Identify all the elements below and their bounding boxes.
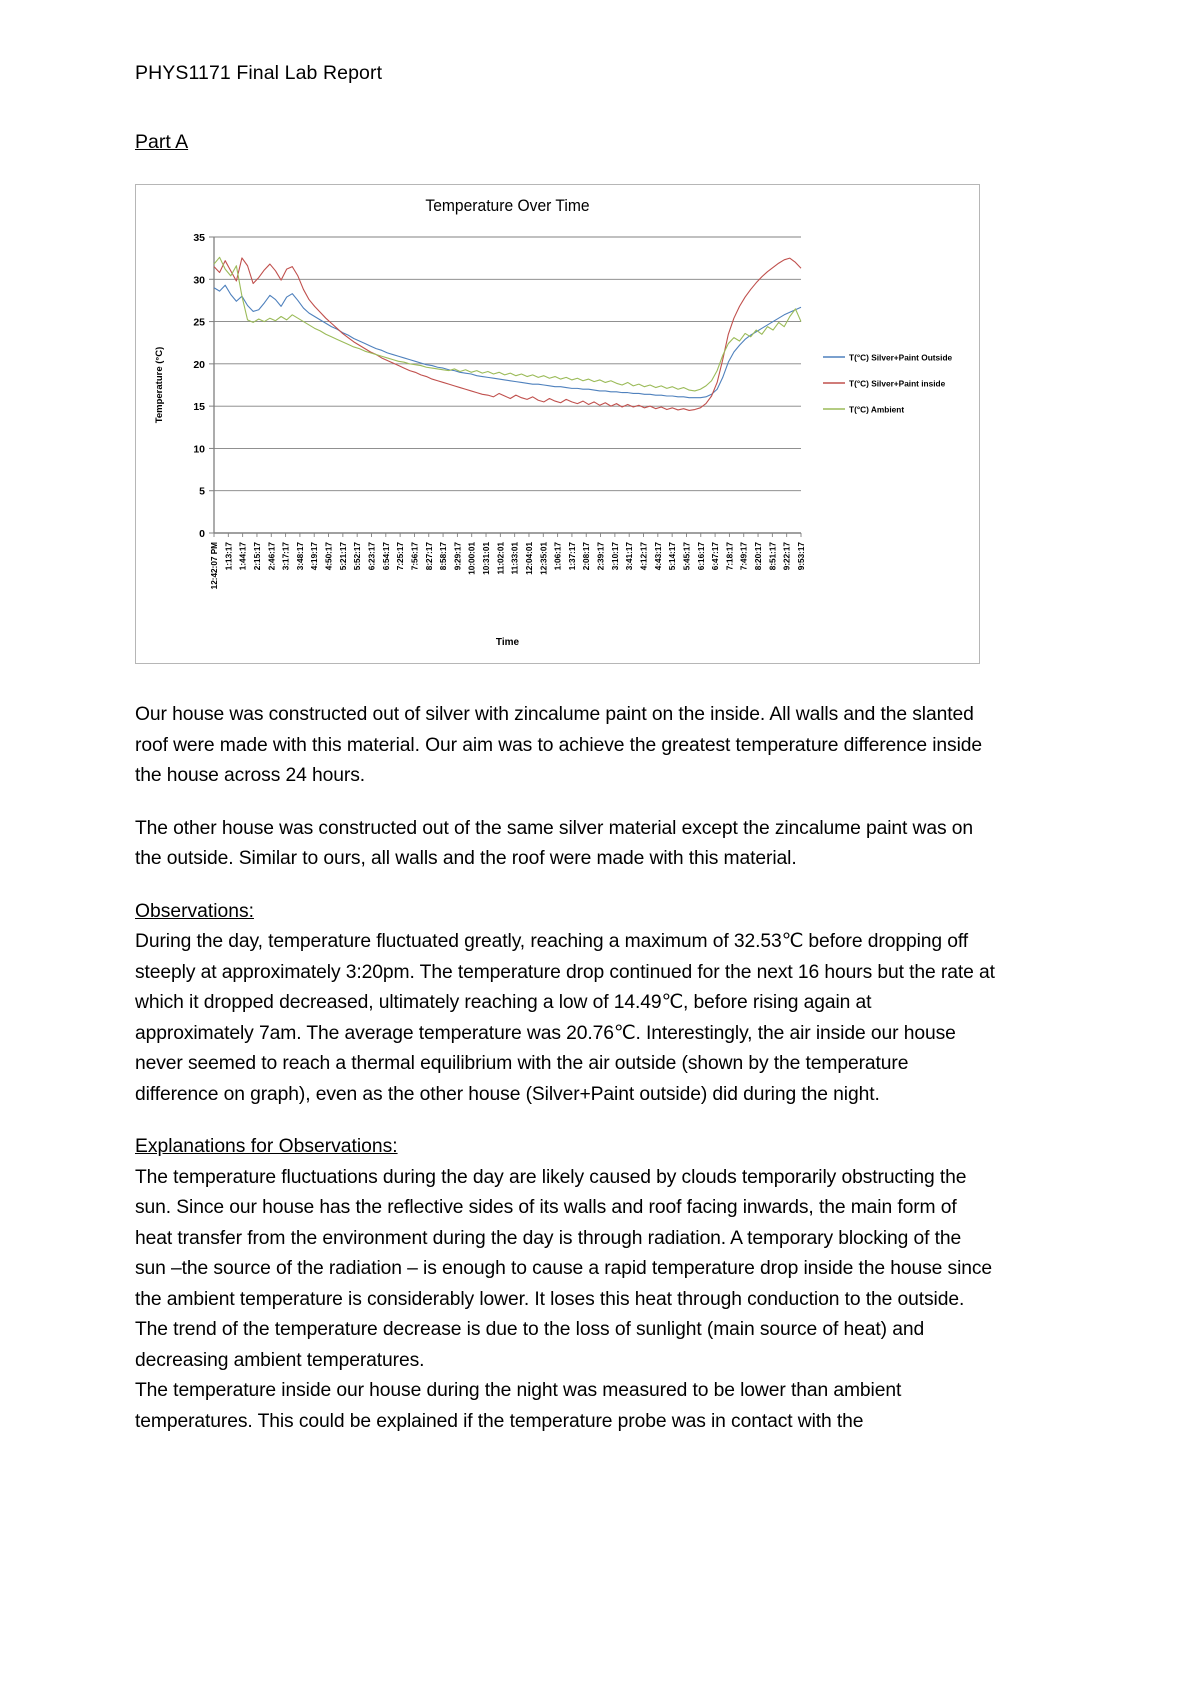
y-tick-label: 0 bbox=[199, 528, 205, 540]
legend-label-1: T(°C) Silver+Paint inside bbox=[849, 378, 946, 389]
legend-label-0: T(°C) Silver+Paint Outside bbox=[849, 352, 953, 363]
x-tick-label: 7:25:17 bbox=[396, 542, 406, 571]
x-tick-label: 1:06:17 bbox=[553, 542, 563, 571]
x-tick-label: 8:20:17 bbox=[754, 542, 764, 571]
y-axis-title: Temperature (°C) bbox=[154, 346, 165, 424]
x-tick-label: 6:16:17 bbox=[696, 542, 706, 571]
x-tick-label: 4:12:17 bbox=[639, 542, 649, 571]
observations-body: During the day, temperature fluctuated greatly, reaching a maximum of 32.53℃ before dropping off steeply at approximately 3:20pm. The temperature drop continued for the next 16 hours but the rate at which it dropped decreased, ultimately reaching a low of 14.49℃, before rising again at approximately 7am. The average temperature was 20.76℃. Interestingly, the air inside our house never seemed to reach a thermal equilibrium with the air outside (shown by the temperature difference on graph), even as the other house (Silver+Paint outside) did during the night. bbox=[135, 931, 995, 1105]
x-tick-label: 2:39:17 bbox=[596, 542, 606, 571]
temperature-chart bbox=[135, 184, 980, 664]
observations-heading: Observations: bbox=[135, 900, 254, 922]
x-tick-label: 11:33:01 bbox=[510, 542, 520, 575]
x-tick-label: 7:49:17 bbox=[739, 542, 749, 571]
series-line-2 bbox=[214, 257, 801, 391]
x-tick-label: 1:44:17 bbox=[238, 542, 248, 571]
x-tick-label: 2:46:17 bbox=[267, 542, 277, 571]
part-a-heading: Part A bbox=[135, 131, 189, 153]
x-tick-label: 4:43:17 bbox=[653, 542, 663, 571]
y-tick-label: 10 bbox=[193, 443, 205, 456]
x-tick-label: 11:02:01 bbox=[496, 542, 506, 575]
explanations-paragraph-3: The temperature inside our house during the night was measured to be lower than ambient temperatures. This could be explained if the temperature probe was in contact with the bbox=[135, 1380, 902, 1432]
x-tick-label: 1:37:17 bbox=[567, 542, 577, 571]
x-tick-label: 6:54:17 bbox=[381, 542, 391, 571]
x-tick-label: 3:10:17 bbox=[610, 542, 620, 571]
x-tick-label: 10:31:01 bbox=[482, 542, 492, 575]
x-tick-label: 3:41:17 bbox=[625, 542, 635, 571]
x-tick-label: 4:19:17 bbox=[310, 542, 320, 571]
series-line-0 bbox=[214, 285, 801, 397]
x-tick-label: 8:27:17 bbox=[424, 542, 434, 571]
x-tick-label: 10:00:01 bbox=[467, 542, 477, 575]
chart-title: Temperature Over Time bbox=[425, 196, 590, 216]
y-tick-label: 15 bbox=[193, 401, 205, 414]
paragraph-house-construction: Our house was constructed out of silver with zincalume paint on the inside. All walls and the slanted roof were made with this material. Our aim was to achieve the greatest temperature difference inside the house across 24 hours. bbox=[135, 704, 982, 786]
y-tick-label: 20 bbox=[193, 358, 205, 371]
legend-label-2: T(°C) Ambient bbox=[849, 404, 905, 415]
x-tick-label: 9:53:17 bbox=[797, 542, 806, 571]
x-axis-title: Time bbox=[495, 637, 520, 648]
explanations-paragraph-2: The trend of the temperature decrease is due to the loss of sunlight (main source of heat) and decreasing ambient temperatures. bbox=[135, 1319, 925, 1371]
x-tick-label: 6:47:17 bbox=[711, 542, 721, 571]
x-tick-label: 9:22:17 bbox=[782, 542, 792, 571]
x-tick-label: 3:17:17 bbox=[281, 542, 291, 571]
explanations-paragraph-1: The temperature fluctuations during the day are likely caused by clouds temporarily obstructing the sun. Since our house has the reflective sides of its walls and roof facing inwards, the main form of heat transfer from the environment during the day is through radiation. A temporary blocking of the sun –the source of the radiation – is enough to cause a rapid temperature drop inside the house since the ambient temperature is considerably lower. It loses this heat through conduction to the outside. bbox=[135, 1166, 993, 1310]
x-tick-label: 4:50:17 bbox=[324, 542, 334, 571]
x-tick-label: 8:51:17 bbox=[768, 542, 778, 571]
chart-svg bbox=[136, 185, 979, 663]
x-tick-label: 12:35:01 bbox=[539, 542, 549, 575]
x-tick-label: 5:52:17 bbox=[353, 542, 363, 571]
x-tick-label: 7:56:17 bbox=[410, 542, 420, 571]
x-tick-label: 12:42:07 PM bbox=[210, 542, 219, 590]
x-tick-label: 7:18:17 bbox=[725, 542, 735, 571]
document-header: PHYS1171 Final Lab Report bbox=[135, 62, 383, 84]
explanations-heading: Explanations for Observations: bbox=[135, 1136, 398, 1157]
x-tick-label: 2:08:17 bbox=[582, 542, 592, 571]
paragraph-other-house: The other house was constructed out of the same silver material except the zincalume paint was on the outside. Similar to ours, all walls and the roof were made with this material. bbox=[135, 817, 974, 869]
x-tick-label: 5:21:17 bbox=[338, 542, 348, 571]
x-tick-label: 9:29:17 bbox=[453, 542, 463, 571]
x-tick-label: 3:48:17 bbox=[295, 542, 305, 571]
y-tick-label: 30 bbox=[193, 274, 205, 287]
x-tick-label: 5:45:17 bbox=[682, 542, 692, 571]
x-tick-label: 5:14:17 bbox=[668, 542, 678, 571]
x-tick-label: 1:13:17 bbox=[224, 542, 234, 571]
x-tick-label: 12:04:01 bbox=[524, 542, 534, 575]
y-tick-label: 35 bbox=[193, 232, 205, 244]
series-line-1 bbox=[214, 258, 801, 411]
y-tick-label: 25 bbox=[193, 316, 205, 329]
y-tick-label: 5 bbox=[199, 485, 205, 498]
x-tick-label: 2:15:17 bbox=[252, 542, 262, 571]
x-tick-label: 6:23:17 bbox=[367, 542, 377, 571]
x-tick-label: 8:58:17 bbox=[439, 542, 449, 571]
